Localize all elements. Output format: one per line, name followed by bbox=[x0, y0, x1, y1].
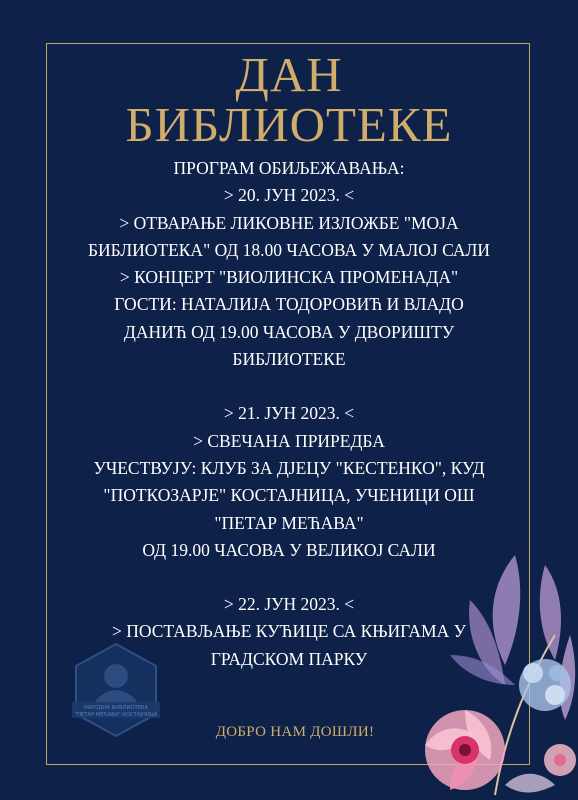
program-line: ГРАДСКОМ ПАРКУ bbox=[210, 648, 368, 669]
logo-text-1: НАРОДНА БИБЛИОТЕКА bbox=[83, 705, 149, 711]
program-line: УЧЕСТВУЈУ: КЛУБ ЗА ДЈЕЦУ "КЕСТЕНКО", КУД bbox=[93, 457, 485, 478]
program-line: > СВЕЧАНА ПРИРЕДБА bbox=[193, 430, 385, 451]
program-line: ДАНИЋ ОД 19.00 ЧАСОВА У ДВОРИШТУ bbox=[123, 321, 455, 342]
program-line: > ПОСТАВЉАЊЕ КУЋИЦЕ СА КЊИГАМА У bbox=[112, 621, 466, 642]
program-line: > КОНЦЕРТ "ВИОЛИНСКА ПРОМЕНАДА" bbox=[119, 267, 459, 288]
program-line: ГОСТИ: НАТАЛИЈА ТОДОРОВИЋ И ВЛАДО bbox=[114, 294, 464, 315]
program-heading: ПРОГРАМ ОБИЉЕЖАВАЊА: bbox=[173, 158, 405, 178]
day3-date: > 22. ЈУН 2023. < bbox=[223, 594, 355, 615]
day2-date: > 21. ЈУН 2023. < bbox=[223, 403, 355, 424]
welcome-text: ДОБРО НАМ ДОШЛИ! bbox=[215, 724, 375, 740]
day1-date: > 20. ЈУН 2023. < bbox=[223, 185, 355, 206]
program-line: "ПОТКОЗАРЈЕ" КОСТАЈНИЦА, УЧЕНИЦИ ОШ bbox=[103, 485, 475, 506]
program-line: > ОТВАРАЊЕ ЛИКОВНЕ ИЗЛОЖБЕ "МОЈА bbox=[119, 212, 459, 233]
title-line-2: БИБЛИОТЕКЕ bbox=[125, 97, 453, 152]
program-line: ОД 19.00 ЧАСОВА У ВЕЛИКОЈ САЛИ bbox=[142, 539, 436, 560]
logo-text-2: "ПЕТАР МЕЋАВА" КОСТАЈНИЦА bbox=[74, 712, 158, 718]
title-line-1: ДАН bbox=[235, 47, 343, 102]
program-line: БИБЛИОТЕКА" ОД 18.00 ЧАСОВА У МАЛОЈ САЛИ bbox=[87, 239, 491, 260]
flower-decoration bbox=[395, 545, 578, 800]
library-logo bbox=[66, 640, 166, 740]
program-line: "ПЕТАР МЕЋАВА" bbox=[214, 512, 364, 533]
program-line: БИБЛИОТЕКЕ bbox=[232, 349, 346, 370]
spacer bbox=[0, 373, 578, 400]
